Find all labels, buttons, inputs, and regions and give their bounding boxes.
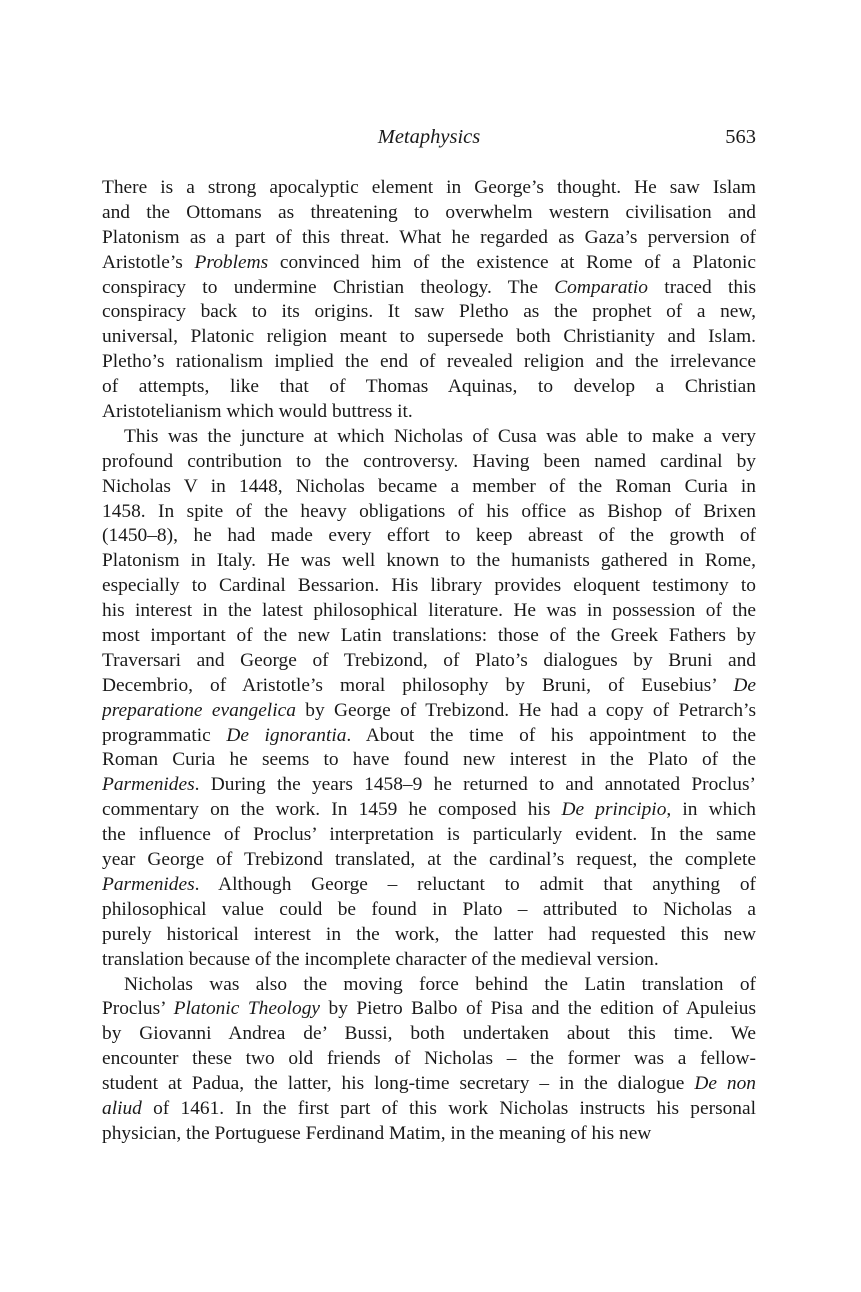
running-head: [102, 122, 756, 152]
text-line: [102, 699, 756, 724]
text-line: [102, 325, 756, 350]
text-line: [102, 226, 756, 251]
text-line: [102, 549, 756, 574]
text-span: profound contribution to the controversy. Having been named cardinal by: [102, 450, 756, 472]
italic-text: De non: [694, 1073, 756, 1095]
italic-text: preparatione evangelica: [102, 699, 296, 721]
text-span: commentary on the work. In 1459 he composed his: [102, 799, 562, 821]
text-span: philosophical value could be found in Plato – attributed to Nicholas a: [102, 898, 756, 920]
text-span: universal, Platonic religion meant to supersede both Christianity and Islam.: [102, 326, 756, 348]
text-span: Platonism as a part of this threat. What he regarded as Gaza’s perversion of: [102, 226, 756, 248]
text-span: Decembrio, of Aristotle’s moral philosophy by Bruni, of Eusebius’: [102, 674, 734, 696]
text-span: encounter these two old friends of Nicholas – the former was a fellow-: [102, 1048, 756, 1070]
text-span: by George of Trebizond. He had a copy of Petrarch’s: [295, 699, 756, 721]
italic-text: Parmenides: [102, 873, 195, 895]
italic-text: Problems: [194, 251, 269, 273]
text-span: . During the years 1458–9 he returned to and annotated Proclus’: [194, 774, 756, 796]
text-span: student at Padua, the latter, his long-time secretary – in the dialogue: [102, 1073, 695, 1095]
text-line: [102, 251, 756, 276]
text-span: Pletho’s rationalism implied the end of revealed religion and the irrelevance: [102, 351, 756, 373]
text-line: [102, 798, 756, 823]
text-line: [102, 848, 756, 873]
text-line: [102, 475, 756, 500]
text-line: [102, 873, 756, 898]
text-span: Roman Curia he seems to have found new interest in the Plato of the: [102, 749, 756, 771]
text-line: [102, 898, 756, 923]
text-span: Aristotle’s: [102, 251, 195, 273]
text-span: There is a strong apocalyptic element in George’s thought. He saw Islam: [102, 177, 756, 198]
text-line: [102, 1047, 756, 1072]
text-line: [102, 1097, 756, 1122]
text-span: and the Ottomans as threatening to overwhelm western civilisation and: [102, 201, 756, 223]
italic-text: De ignorantia: [226, 724, 347, 746]
text-line: [102, 773, 756, 798]
text-line: [102, 276, 756, 301]
text-span: traced this: [647, 276, 756, 298]
text-line: [102, 524, 756, 549]
text-line: [102, 674, 756, 699]
paragraph: [102, 176, 756, 425]
text-line: [102, 948, 756, 973]
text-span: most important of the new Latin translations: those of the Greek Fathers by: [102, 625, 756, 647]
text-span: . About the time of his appointment to the: [346, 724, 756, 746]
text-line: [102, 624, 756, 649]
text-line: [102, 425, 756, 450]
text-span: This was the juncture at which Nicholas of Cusa was able to make a very: [124, 425, 756, 447]
text-line: [102, 997, 756, 1022]
text-span: Platonism in Italy. He was well known to the humanists gathered in Rome,: [102, 550, 756, 572]
text-line: [102, 300, 756, 325]
body-text: [102, 176, 756, 1147]
text-span: 1458. In spite of the heavy obligations of his office as Bishop of Brixen: [102, 500, 756, 522]
text-span: his interest in the latest philosophical literature. He was in possession of the: [102, 600, 756, 622]
paragraph: [102, 973, 756, 1147]
italic-text: aliud: [102, 1097, 142, 1119]
italic-text: Platonic Theology: [173, 998, 321, 1020]
text-line: [102, 500, 756, 525]
text-line: [102, 350, 756, 375]
italic-text: De: [733, 674, 756, 696]
text-line: [102, 400, 756, 425]
text-line: [102, 574, 756, 599]
text-line: [102, 1122, 756, 1147]
text-line: [102, 724, 756, 749]
text-line: [102, 375, 756, 400]
text-line: [102, 176, 756, 201]
text-span: by Pietro Balbo of Pisa and the edition of Apuleius: [320, 998, 756, 1020]
text-span: Aristotelianism which would buttress it.: [102, 401, 413, 423]
text-line: [102, 1022, 756, 1047]
text-span: especially to Cardinal Bessarion. His library provides eloquent testimony to: [102, 575, 756, 597]
text-span: purely historical interest in the work, the latter had requested this new: [102, 923, 756, 945]
italic-text: Comparatio: [554, 276, 648, 298]
text-line: [102, 973, 756, 998]
running-title: Metaphysics: [377, 126, 481, 148]
text-span: Nicholas was also the moving force behind the Latin translation of: [124, 973, 756, 995]
text-span: convinced him of the existence at Rome of a Platonic: [268, 251, 756, 273]
text-span: conspiracy back to its origins. It saw Pletho as the prophet of a new,: [102, 301, 756, 323]
text-span: of attempts, like that of Thomas Aquinas, to develop a Christian: [102, 376, 756, 398]
text-span: translation because of the incomplete character of the medieval version.: [102, 948, 659, 970]
text-span: Traversari and George of Trebizond, of Plato’s dialogues by Bruni and: [102, 649, 756, 671]
text-line: [102, 923, 756, 948]
text-line: [102, 1072, 756, 1097]
italic-text: Parmenides: [102, 774, 195, 796]
page-number: 563: [725, 126, 756, 148]
text-span: , in which: [666, 799, 756, 821]
text-line: [102, 599, 756, 624]
paragraph: [102, 425, 756, 973]
italic-text: De principio: [561, 799, 667, 821]
text-span: Proclus’: [102, 998, 174, 1020]
text-span: year George of Trebizond translated, at the cardinal’s request, the complete: [102, 849, 756, 871]
text-line: [102, 450, 756, 475]
text-span: . Although George – reluctant to admit that anything of: [194, 873, 756, 895]
text-line: [102, 649, 756, 674]
text-line: [102, 823, 756, 848]
text-span: Nicholas V in 1448, Nicholas became a member of the Roman Curia in: [102, 475, 756, 497]
text-line: [102, 748, 756, 773]
text-span: programmatic: [102, 724, 227, 746]
text-span: by Giovanni Andrea de’ Bussi, both undertaken about this time. We: [102, 1023, 756, 1045]
text-span: (1450–8), he had made every effort to keep abreast of the growth of: [102, 525, 756, 547]
text-span: conspiracy to undermine Christian theology. The: [102, 276, 555, 298]
text-span: physician, the Portuguese Ferdinand Matim, in the meaning of his new: [102, 1122, 652, 1144]
text-span: the influence of Proclus’ interpretation is particularly evident. In the same: [102, 824, 756, 846]
text-line: [102, 201, 756, 226]
text-span: of 1461. In the first part of this work Nicholas instructs his personal: [141, 1097, 756, 1119]
